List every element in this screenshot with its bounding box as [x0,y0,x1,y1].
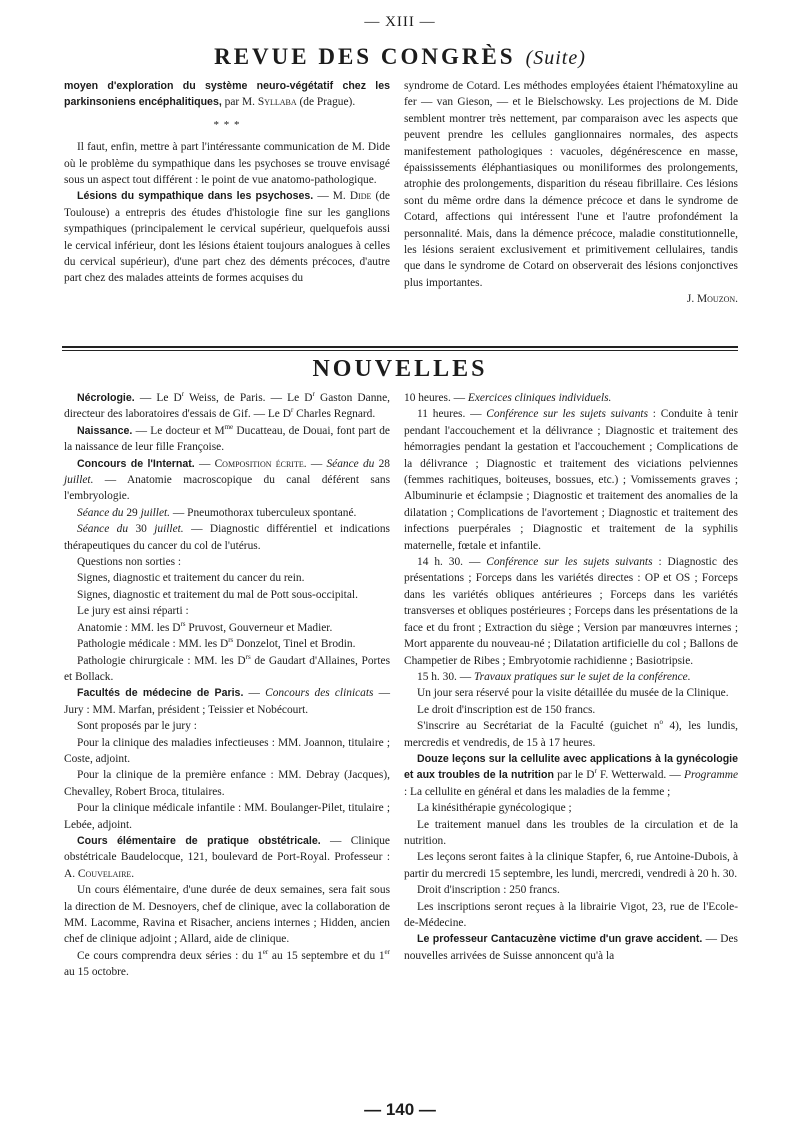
news-text: Les inscriptions seront reçues à la librairie Vigot, 23, rue de l'Ecole-de-Médecine. [404,900,738,929]
section-stars: * * * [213,118,241,131]
news-text: 14 h. 30. — Conférence sur les sujets suivants : Diagnostic des présentations ; Forceps dans les variétés directes : OP et OS ; Forceps dans les variétés obliques antérieures ; Forceps dans les variétés transverses et obliques postérieures ; Forceps dans les présentations de la face et du front ; Extraction du siège ; Version par manœuvres internes ; Mort apparente du nouveau-né ; Dilatation artificielle du col ; Ballons de Champetier de Ribes ; Embryotomie rachidienne ; Basiotripsie. [404,556,739,667]
news-text: Droit d'inscription : 250 francs. [417,884,560,897]
congres-text: (de Prague). [299,96,356,109]
news-text: Signes, diagnostic et traitement du cancer du rein. [77,572,305,585]
news-paragraph [64,948,390,981]
news-text: Questions non sorties : [77,556,182,569]
news-paragraph [64,603,390,619]
news-paragraph [64,718,390,734]
news-paragraph [404,751,738,800]
news-paragraph [64,505,390,521]
news-heading: Le professeur Cantacuzène victime d'un grave accident. [417,933,703,946]
news-paragraph [404,817,738,850]
news-paragraph [404,669,738,685]
news-text: — Concours des clinicats — Jury : MM. Marfan, président ; Teissier et Nobécourt. [64,687,391,716]
news-text: Ce cours comprendra deux séries : du 1er au 15 septembre et du 1er au 15 octobre. [64,948,390,979]
news-paragraph [404,800,738,816]
congres-text: — M. [317,190,346,203]
news-text: Pathologie chirurgicale : MM. les $D^{rs}$ de Gaudart d'Allaines, Portes et Bollack. [64,652,391,683]
news-text: 11 heures. — Conférence sur les sujets suivants : Conduite à tenir pendant l'accouchement et la délivrance ; Diagnostic et traitement des hémorragies pendant la gestation et l'accouchement ; Complications de la délivrance ; Diagnostic et traitement des viciations pelviennes (femmes rachitiques, boiteuses, bossues, etc.) ; Vomissements graves ; Albuminurie et éclampsie ; Diagnostic et traitement des anomalies de la dilatation ; Complications de l'avortement ; Diagnostic et traitement des infections puerpérales ; Diagnostic et traitement de la syphilis maternelle, fœtale et infantile. [404,408,739,552]
congres-bold-title: moyen d'exploration du système neuro-végétatif chez les parkinsoniens encéphalitiques, [64,80,390,109]
news-paragraph [64,456,390,505]
congres-paragraph [64,78,390,111]
news-text: Séance du 30 juillet. — Diagnostic différentiel et indications thérapeutiques du cancer du col de l'utérus. [64,523,390,552]
news-heading: Concours de l'Internat. [77,457,195,470]
news-text: Un cours élémentaire, d'une durée de deux semaines, sera fait sous la direction de M. Desnoyers, chef de clinique, avec la collaboration de MM. Lacomme, Ravina et Risacher, anciens internes ; Hidden, ancien chef de clinique adjoint ; Allard, aide de clinique. [64,884,390,946]
news-text: La kinésithérapie gynécologique ; [417,802,572,815]
news-paragraph [64,390,390,423]
news-paragraph [404,849,738,882]
news-paragraph [64,653,390,686]
news-paragraph [64,587,390,603]
news-paragraph [64,554,390,570]
news-paragraph [404,718,738,751]
header-suite: (Suite) [525,47,586,69]
news-paragraph [64,423,390,456]
folio-number: — 140 — [364,1100,436,1119]
news-paragraph [64,521,390,554]
news-paragraph [404,931,738,964]
news-text: Le droit d'inscription est de 150 francs. [417,703,596,716]
news-paragraph [64,735,390,768]
roman-page-number: — XIII — [364,14,436,30]
news-paragraph [404,702,738,718]
nouvelles-right-column [404,390,738,964]
news-heading: Nécrologie. [77,392,135,404]
news-text: 10 heures. — Exercices cliniques individuels. [404,392,612,404]
nouvelles-title: NOUVELLES [312,356,488,382]
news-text: — Composition écrite. — Séance du 28 juillet. — Anatomie macroscopique du canal déférent sans l'embryologie. [64,457,390,503]
news-paragraph [404,554,738,669]
news-text: Pour la clinique médicale infantile : MM. Boulanger-Pilet, titulaire ; Lebée, adjoint. [64,802,390,831]
news-text: Sont proposés par le jury : [77,720,197,733]
nouvelles-left-column [64,390,390,981]
news-text: Séance du 29 juillet. — Pneumothorax tuberculeux spontané. [77,506,357,519]
news-paragraph [64,833,390,882]
news-heading: Facultés de médecine de Paris. [77,687,244,700]
news-paragraph [64,620,390,636]
news-paragraph [404,882,738,898]
news-text: Le jury est ainsi réparti : [77,605,189,618]
congres-text: (de Toulouse) a entrepris des études d'histologie fine sur les ganglions sympathiques (principalement le cervical supérieur, quelquefois aussi le cervical inférieur, dont les lésions étaient toujours analogues à celles du cervical supérieur), d'une part chez des déments précoces, d'autre part chez des malades atteints de formes acquises du [64,190,390,285]
page-folio [0,1100,800,1120]
news-paragraph [404,899,738,932]
news-text: Les leçons seront faites à la clinique Stapfer, 6, rue Antoine-Dubois, à partir du mercredi 15 septembre, les lundi, mercredi, vendredi à 20 h. 30. [404,851,738,880]
section-divider [62,346,738,348]
congres-paragraph: syndrome de Cotard. Les méthodes employées étaient l'hématoxyline au fer — van Gieson, — et le Bielschowsky. Les projections de M. Dide semblent montrer très nettement, par comparaison avec les aspects que peuvent prendre les cellules ganglionnaires normales, des aspects manifestement pathologiques : vacuoles, dégénérescence en masse, épaississements éléphantiasiques ou moniliformes des prolongements, atrophie des prolongements, disparition du réseau fibrillaire. Ces lésions sont du même ordre dans la démence précoce et dans le syndrome de Cotard, affections qui intéressent l'une et l'autre profondément la personnalité. Mais, dans la démence précoce, maladie constitutionnelle, les lésions seraient exclusivement et primitivement cellulaires, tandis que dans le syndrome de Cotard on observerait des lésions conjonctives plus importantes. [404,80,738,289]
signature-text: J. Mouzon. [686,293,738,306]
news-heading: Douze leçons sur la cellulite avec applications à la gynécologie et aux troubles de la nutrition [404,752,738,782]
news-paragraph [404,406,738,554]
section-header [0,44,800,70]
author-name: Syllaba [257,96,297,109]
news-paragraph [64,767,390,800]
news-heading: Cours élémentaire de pratique obstétricale. [77,834,321,847]
news-paragraph [64,570,390,586]
news-text: — Clinique obstétricale Baudelocque, 121, boulevard de Port-Royal. Professeur : A. Couvelaire. [64,834,390,880]
congres-paragraph [64,188,390,286]
news-paragraph [64,685,390,718]
news-text: Signes, diagnostic et traitement du mal de Pott sous-occipital. [77,588,358,601]
news-paragraph [64,636,390,652]
news-text: — Le $D^r$ Weiss, de Paris. — Le $D^r$ Gaston Danne, directeur des laboratoires d'essais de Gif. — Le $D^r$ Charles Regnard. [64,390,390,421]
news-text: Pour la clinique des maladies infectieuses : MM. Joannon, titulaire ; Coste, adjoint. [64,736,390,765]
news-text: — Le docteur et $M^{me}$ Ducatteau, de Douai, font part de la naissance de leur fille Françoise. [64,423,390,454]
news-text: Le traitement manuel dans les troubles de la circulation et de la nutrition. [404,818,738,847]
news-paragraph [64,882,390,948]
news-paragraph [404,390,738,406]
news-text: par le $D^r$ F. Wetterwald. — Programme : La cellulite en général et dans les maladies de la femme ; [404,767,738,798]
news-text: Un jour sera réservé pour la visite détaillée du musée de la Clinique. [417,687,729,700]
section-divider-thin [62,350,738,351]
news-paragraph [404,685,738,701]
author-name: Dide [349,190,372,203]
news-text: — Des nouvelles arrivées de Suisse annoncent qu'à la [404,933,738,962]
news-text: Pathologie médicale : MM. les $D^{rs}$ Donzelot, Tinel et Brodin. [77,636,356,651]
header-title: REVUE DES CONGRÈS [214,44,516,69]
news-paragraph [64,800,390,833]
congres-left-column [64,78,390,287]
news-text: Anatomie : MM. les $D^{rs}$ Pruvost, Gouverneur et Madier. [77,619,333,634]
news-text: S'inscrire au Secrétariat de la Faculté (guichet $n^o$ 4), les lundis, mercredis et vendredis, de 15 à 17 heures. [404,718,738,749]
congres-text: par M. [224,96,256,109]
news-text: 15 h. 30. — Travaux pratiques sur le sujet de la conférence. [417,670,691,683]
news-text: Pour la clinique de la première enfance : MM. Debray (Jacques), Chevalley, Robert Broca, titulaires. [64,769,390,798]
signature [404,291,738,307]
congres-right-column [404,78,738,308]
congres-paragraph: Il faut, enfin, mettre à part l'intéressante communication de M. Dide où le problème du sympathique dans les psychoses se trouve envisagé sous un aspect tout différent : le point de vue anatomo-pathologique. [64,141,390,187]
congres-bold-title: Lésions du sympathique dans les psychoses. [77,190,314,203]
news-heading: Naissance. [77,424,133,437]
